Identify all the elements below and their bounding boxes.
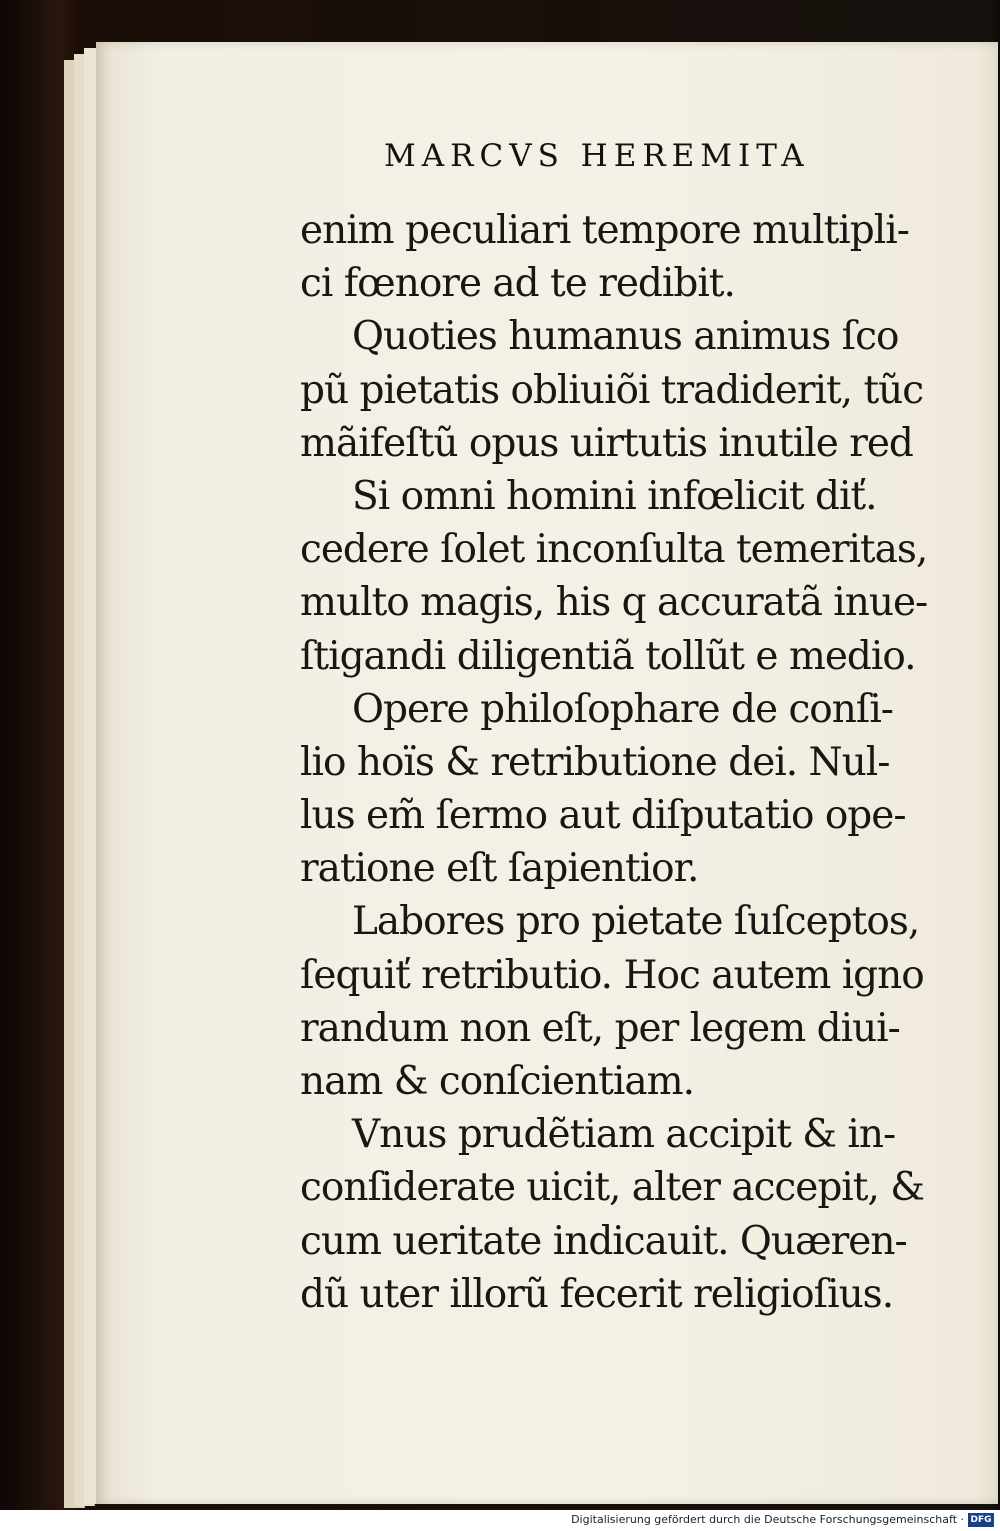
text-line: ci fœnore ad te redibit. [300, 261, 735, 307]
funding-credit: Digitalisierung gefördert durch die Deutsche Forschungsgemeinschaft · [571, 1513, 964, 1526]
text-line: cum ueritate indicauit. Quæren- [300, 1218, 907, 1264]
text-line: multo magis, his q accuratã inue- [300, 580, 928, 626]
text-line: lus em̃ ſermo aut diſputatio ope- [300, 793, 906, 839]
text-line: Opere philoſophare de conſi- [352, 686, 893, 732]
text-line: cedere ſolet inconſulta temeritas, [300, 527, 928, 573]
text-line: ratione eſt ſapientior. [300, 846, 699, 892]
text-line: dũ uter illorũ fecerit religioſius. [300, 1271, 894, 1317]
text-line: nam & conſcientiam. [300, 1059, 695, 1104]
text-line: Si omni homini infœlicit diť. [352, 473, 877, 519]
text-line: randum non eſt, per legem diui- [300, 1005, 900, 1051]
text-line: enim peculiari tempore multipli- [300, 208, 909, 253]
text-line: conſiderate uicit, alter accepit, & [300, 1165, 924, 1211]
running-head: MARCVS HEREMITA [384, 138, 810, 174]
body-text [300, 204, 940, 1321]
text-line: Vnus prudẽtiam accipit & in- [352, 1112, 896, 1158]
text-line: Labores pro pietate ſuſceptos, [352, 899, 920, 945]
text-line: lio hoïs & retributione dei. Nul- [300, 739, 890, 785]
dfg-logo-icon: DFG [968, 1513, 994, 1527]
text-line: Quoties humanus animus ſco [352, 314, 899, 360]
text-line: ſequiť retributio. Hoc autem igno [300, 952, 924, 998]
text-line: pũ pietatis obliuiõi tradiderit, tũc [300, 367, 924, 413]
text-line: mãifeſtũ opus uirtutis inutile red [300, 420, 913, 466]
text-line: ſtigandi diligentiã tollũt e medio. [300, 633, 916, 679]
